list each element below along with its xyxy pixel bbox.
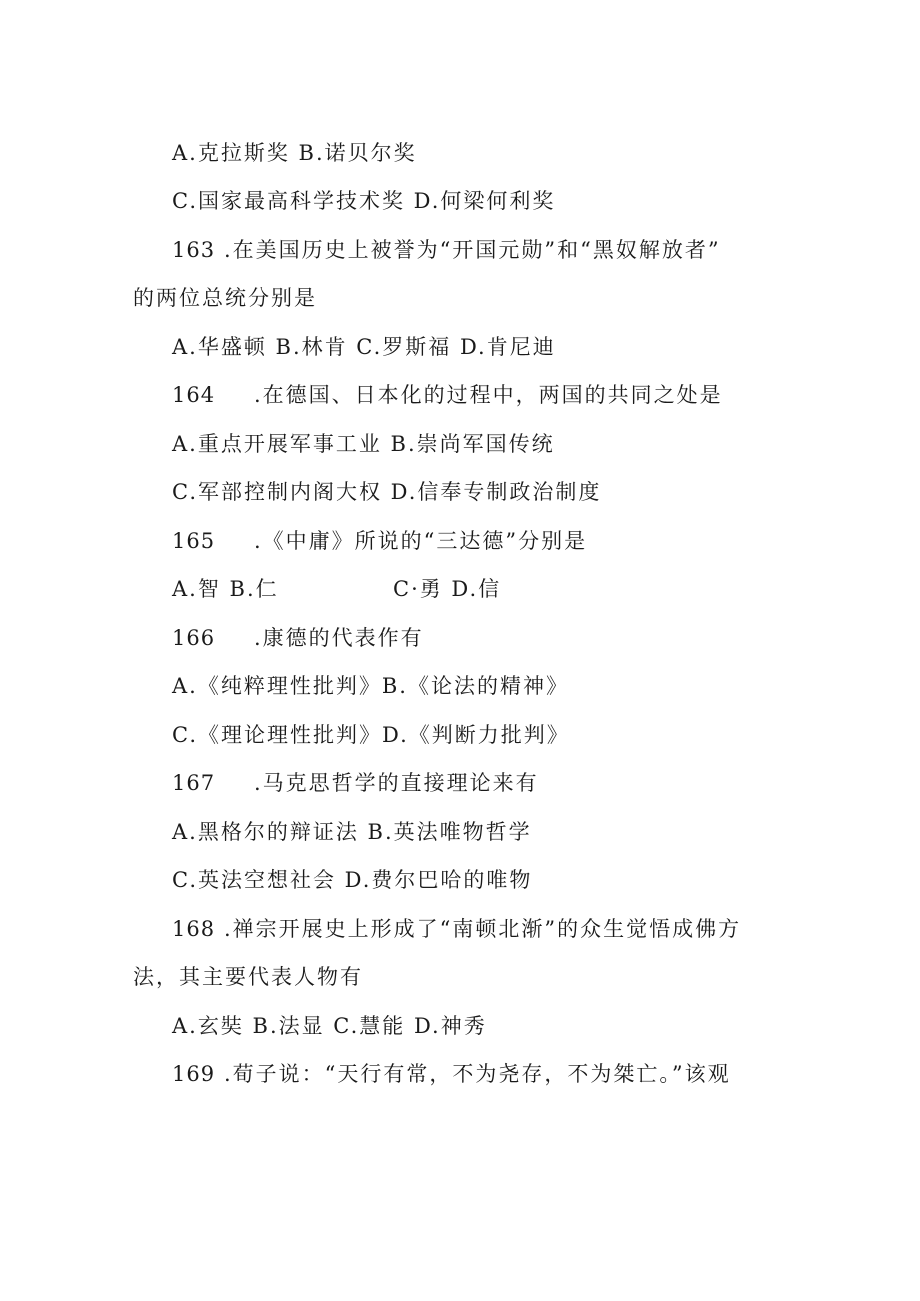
options-line: A.华盛顿 B.林肯 C.罗斯福 D.肯尼迪 (172, 335, 556, 359)
question-stem: .在美国历史上被誉为“开国元勋”和“黑奴解放者” (224, 238, 721, 262)
options-part: A.智 B.仁 (172, 577, 279, 601)
question-number: 166 (172, 626, 216, 650)
question-continuation: 的两位总统分别是 (133, 286, 317, 310)
options-line: A.重点开展军事工业 B.崇尚军国传统 (172, 432, 555, 456)
question-number: 168 (172, 917, 216, 941)
options-line: A.克拉斯奖 B.诺贝尔奖 (172, 141, 417, 165)
question-stem: .康德的代表作有 (254, 626, 424, 650)
options-line: A.《纯粹理性批判》B.《论法的精神》 (172, 674, 569, 698)
question-stem: .在德国、日本化的过程中，两国的共同之处是 (254, 383, 723, 407)
question-continuation: 法，其主要代表人物有 (133, 965, 363, 989)
options-line: A.黑格尔的辩证法 B.英法唯物哲学 (172, 820, 532, 844)
question-169 (172, 1060, 731, 1088)
question-number: 165 (172, 529, 216, 553)
question-number: 167 (172, 771, 216, 795)
question-163 (172, 236, 721, 264)
question-167 (172, 769, 539, 797)
question-stem: .《中庸》所说的“三达德”分别是 (254, 529, 588, 553)
question-number: 163 (172, 238, 216, 262)
question-stem: .荀子说：“天行有常，不为尧存，不为桀亡。”该观 (224, 1062, 731, 1086)
options-line: C.国家最高科学技术奖 D.何梁何利奖 (172, 189, 556, 213)
options-line: C.英法空想社会 D.费尔巴哈的唯物 (172, 868, 533, 892)
options-part: C·勇 D.信 (393, 577, 502, 601)
options-line: A.玄奘 B.法显 C.慧能 D.神秀 (172, 1014, 487, 1038)
question-165 (172, 527, 587, 555)
question-164 (172, 381, 723, 409)
options-line: C.《理论理性批判》D.《判断力批判》 (172, 723, 570, 747)
options-line: C.军部控制内阁大权 D.信奉专制政治制度 (172, 480, 602, 504)
question-stem: .禅宗开展史上形成了“南顿北渐”的众生觉悟成佛方 (224, 917, 742, 941)
options-line (172, 575, 279, 603)
question-166 (172, 624, 424, 652)
question-stem: .马克思哲学的直接理论来有 (254, 771, 539, 795)
question-number: 169 (172, 1062, 216, 1086)
question-number: 164 (172, 383, 216, 407)
question-168 (172, 915, 741, 943)
